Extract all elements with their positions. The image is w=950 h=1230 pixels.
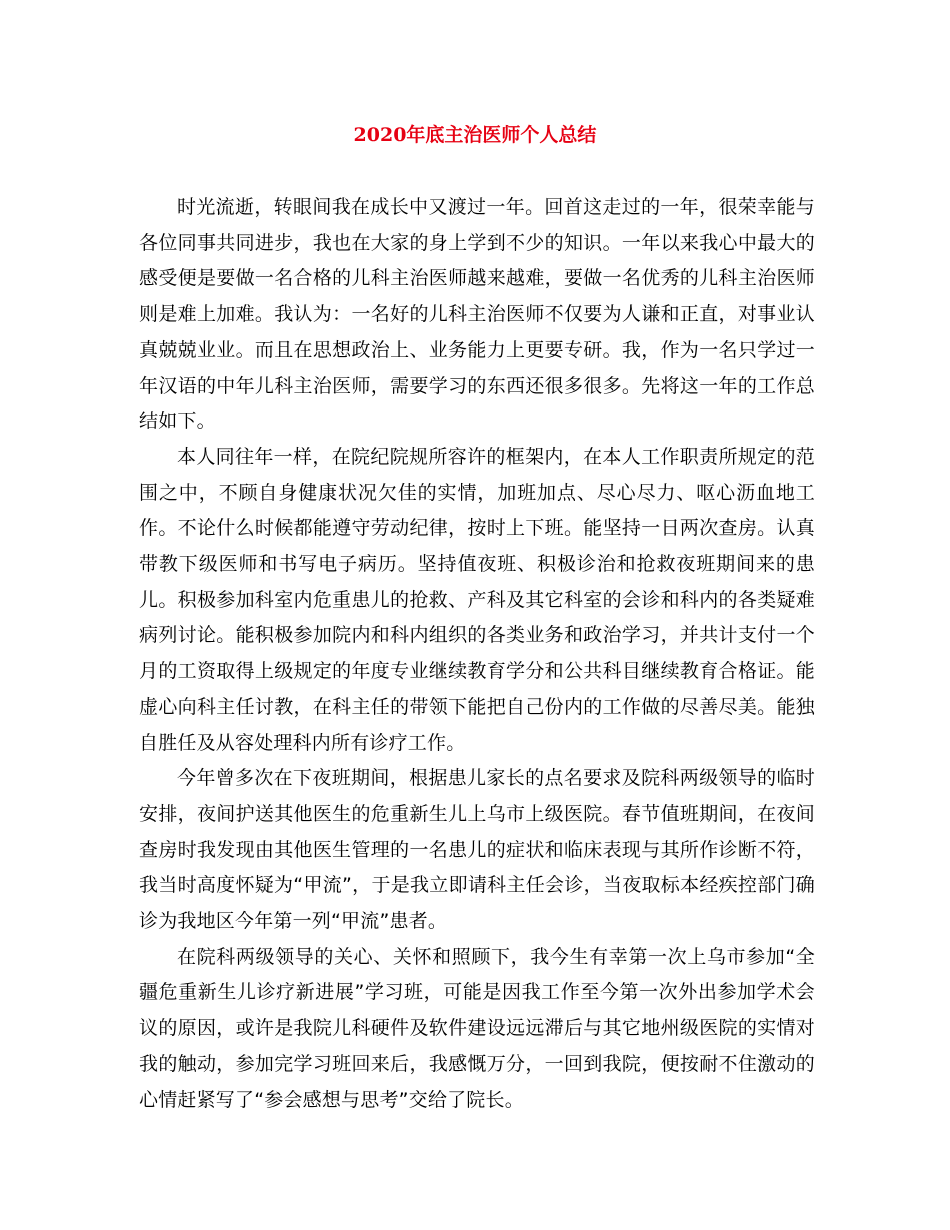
document-title: 2020年底主治医师个人总结 [353, 124, 597, 146]
paragraph: 今年曾多次在下夜班期间，根据患儿家长的点名要求及院科两级领导的临时安排，夜间护送其他医生的危重新生儿上乌市上级医院。春节值班期间，在夜间查房时我发现由其他医生管理的一名患儿的症状和临床表现与其所作诊断不符，我当时高度怀疑为“甲流”，于是我立即请科主任会诊，当夜取标本经疾控部门确诊为我地区今年第一列“甲流”患者。 [139, 767, 815, 933]
paragraph: 时光流逝，转眼间我在成长中又渡过一年。回首这走过的一年，很荣幸能与各位同事共同进步，我也在大家的身上学到不少的知识。一年以来我心中最大的感受便是要做一名合格的儿科主治医师越来越难，要做一名优秀的儿科主治医师则是难上加难。我认为：一名好的儿科主治医师不仅要为人谦和正直，对事业认真兢兢业业。而且在思想政治上、业务能力上更要专研。我，作为一名只学过一年汉语的中年儿科主治医师，需要学习的东西还很多很多。先将这一年的工作总结如下。 [139, 196, 815, 433]
paragraph: 在院科两级领导的关心、关怀和照顾下，我今生有幸第一次上乌市参加“全疆危重新生儿诊疗新进展”学习班，可能是因我工作至今第一次外出参加学术会议的原因，或许是我院儿科硬件及软件建设远远滞后与其它地州级医院的实情对我的触动，参加完学习班回来后，我感慨万分，一回到我院，便按耐不住激动的心情赶紧写了“参会感想与思考”交给了院长。 [139, 945, 815, 1111]
paragraph: 本人同往年一样，在院纪院规所容许的框架内，在本人工作职责所规定的范围之中，不顾自身健康状况欠佳的实情，加班加点、尽心尽力、呕心沥血地工作。不论什么时候都能遵守劳动纪律，按时上下班。能坚持一日两次查房。认真带教下级医师和书写电子病历。坚持值夜班、积极诊治和抢救夜班期间来的患儿。积极参加科室内危重患儿的抢救、产科及其它科室的会诊和科内的各类疑难病列讨论。能积极参加院内和科内组织的各类业务和政治学习，并共计支付一个月的工资取得上级规定的年度专业继续教育学分和公共科目继续教育合格证。能虚心向科主任讨教，在科主任的带领下能把自己份内的工作做的尽善尽美。能独自胜任及从容处理科内所有诊疗工作。 [139, 445, 815, 754]
document-body [139, 190, 815, 1118]
